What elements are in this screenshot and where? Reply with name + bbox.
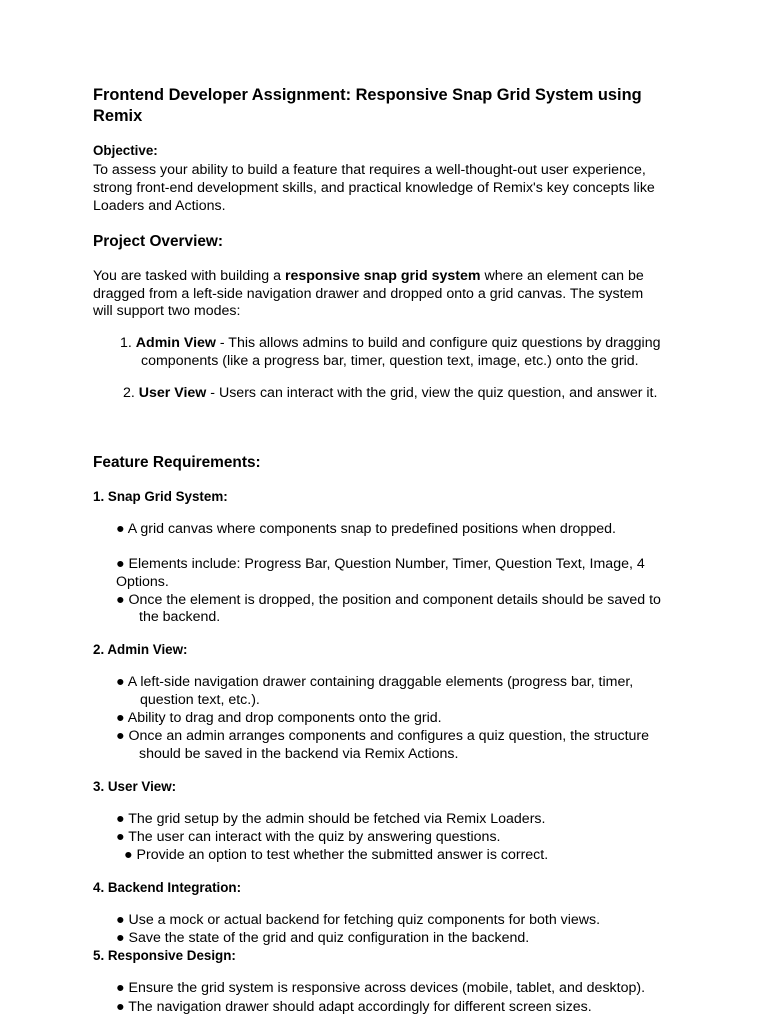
list-item: ● Ensure the grid system is responsive across devices (mobile, tablet, and desktop). <box>116 980 646 996</box>
list-item-cont: Options. <box>116 574 169 590</box>
mode-number: 2. <box>123 385 139 401</box>
list-item-cont: should be saved in the backend via Remix Actions. <box>139 746 459 762</box>
mode-description-cont: components (like a progress bar, timer, question text, image, etc.) onto the grid. <box>141 353 639 369</box>
mode-name: Admin View <box>135 335 216 351</box>
list-item: ● Elements include: Progress Bar, Question Number, Timer, Question Text, Image, 4 <box>116 556 645 572</box>
mode-item-user <box>123 384 657 402</box>
mode-number: 1. <box>120 335 136 351</box>
feature-requirements-heading: Feature Requirements: <box>93 454 261 471</box>
mode-item-admin <box>120 334 660 352</box>
list-item: ● The grid setup by the admin should be fetched via Remix Loaders. <box>116 811 546 827</box>
mode-name: User View <box>138 385 207 401</box>
list-item: ● Use a mock or actual backend for fetching quiz components for both views. <box>116 912 601 928</box>
list-item: ● Provide an option to test whether the submitted answer is correct. <box>124 847 549 863</box>
overview-line <box>93 267 644 285</box>
admin-view-heading: 2. Admin View: <box>93 642 188 657</box>
list-item: ● Ability to drag and drop components onto the grid. <box>116 710 442 726</box>
document-title-line1: Frontend Developer Assignment: Responsive Snap Grid System using <box>93 86 642 104</box>
snap-grid-heading: 1. Snap Grid System: <box>93 489 228 504</box>
backend-integration-heading: 4. Backend Integration: <box>93 880 242 895</box>
objective-line: To assess your ability to build a feature that requires a well-thought-out user experience, <box>93 162 646 178</box>
objective-line: strong front-end development skills, and practical knowledge of Remix's key concepts like <box>93 180 655 196</box>
objective-heading: Objective: <box>93 143 158 158</box>
list-item: ● Once the element is dropped, the position and component details should be saved to <box>116 592 661 608</box>
responsive-design-heading: 5. Responsive Design: <box>93 948 236 963</box>
overview-text: where an element can be <box>480 268 644 284</box>
overview-bold-text: responsive snap grid system <box>284 268 481 284</box>
list-item-cont: question text, etc.). <box>140 692 260 708</box>
mode-description: - Users can interact with the grid, view the quiz question, and answer it. <box>206 385 658 401</box>
document-title-line2: Remix <box>93 107 143 125</box>
user-view-heading: 3. User View: <box>93 779 177 794</box>
objective-line: Loaders and Actions. <box>93 198 226 214</box>
overview-line: dragged from a left-side navigation drawer and dropped onto a grid canvas. The system <box>93 286 644 302</box>
list-item: ● The user can interact with the quiz by answering questions. <box>116 829 501 845</box>
list-item: ● The navigation drawer should adapt accordingly for different screen sizes. <box>116 999 592 1015</box>
mode-description: - This allows admins to build and configure quiz questions by dragging <box>215 335 661 351</box>
list-item: ● A left-side navigation drawer containing draggable elements (progress bar, timer, <box>116 674 634 690</box>
list-item-cont: the backend. <box>139 609 221 625</box>
list-item: ● Once an admin arranges components and configures a quiz question, the structure <box>116 728 650 744</box>
overview-line: will support two modes: <box>93 303 241 319</box>
list-item: ● Save the state of the grid and quiz configuration in the backend. <box>116 930 530 946</box>
project-overview-heading: Project Overview: <box>93 233 224 250</box>
list-item: ● A grid canvas where components snap to predefined positions when dropped. <box>116 521 616 537</box>
overview-text: You are tasked with building a <box>93 268 285 284</box>
